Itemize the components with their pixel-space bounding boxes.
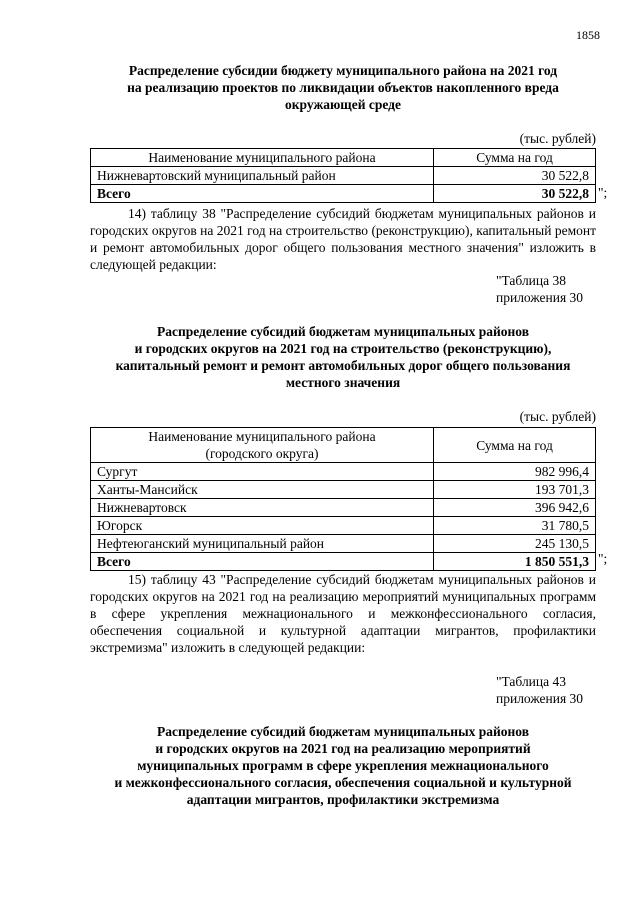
title-line: на реализацию проектов по ликвидации объектов накопленного вреда xyxy=(127,80,559,95)
table-row xyxy=(91,481,596,499)
section1-title xyxy=(90,62,596,113)
table-header-row xyxy=(91,149,596,167)
ref-line: приложения 30 xyxy=(496,691,584,706)
row-value: 193 701,3 xyxy=(434,481,596,499)
table-row xyxy=(91,167,596,185)
column-header-name: Наименование муниципального района xyxy=(91,149,434,167)
subsidy-table-2 xyxy=(90,427,596,571)
column-header-sum: Сумма на год xyxy=(434,149,596,167)
title-line: Распределение субсидий бюджетам муниципальных районов xyxy=(156,724,530,739)
column-header-name xyxy=(91,428,434,463)
section3-title xyxy=(90,723,596,808)
table-row xyxy=(91,499,596,517)
table-reference-38 xyxy=(496,272,606,306)
section2-title xyxy=(90,323,596,391)
row-name: Ханты-Мансийск xyxy=(91,481,434,499)
row-value: 30 522,8 xyxy=(434,167,596,185)
title-line: Распределение субсидий бюджетам муниципальных районов xyxy=(156,324,530,339)
table-reference-43 xyxy=(496,673,606,707)
table-row xyxy=(91,535,596,553)
row-name: Сургут xyxy=(91,463,434,481)
unit-label: (тыс. рублей) xyxy=(519,131,596,146)
header-line: (городского округа) xyxy=(205,446,319,461)
ref-line: "Таблица 38 xyxy=(496,273,566,288)
row-name: Нижневартовск xyxy=(91,499,434,517)
unit-label: (тыс. рублей) xyxy=(519,409,596,424)
title-line: и городских округов на 2021 год на реализацию мероприятий xyxy=(155,741,531,756)
title-line: и межконфессионального согласия, обеспечения социальной и культурной xyxy=(114,775,572,790)
title-line: Распределение субсидии бюджету муниципального района на 2021 год xyxy=(128,63,558,78)
total-value: 30 522,8 xyxy=(434,185,596,203)
ref-line: приложения 30 xyxy=(496,290,584,305)
title-line: адаптации мигрантов, профилактики экстремизма xyxy=(186,792,500,807)
total-value: 1 850 551,3 xyxy=(434,553,596,571)
closing-quote: "; xyxy=(598,185,608,200)
row-name: Нижневартовский муниципальный район xyxy=(91,167,434,185)
closing-quote: "; xyxy=(598,551,608,566)
paragraph-14: 14) таблицу 38 "Распределение субсидий бюджетам муниципальных районов и городских округов на 2021 год на строительство (реконструкцию), капитальный ремонт и ремонт автомобильных дорог общего пользования местного значения" изложить в следующей редакции: xyxy=(90,206,596,272)
table-total-row xyxy=(91,553,596,571)
header-line: Наименование муниципального района xyxy=(148,429,376,444)
table-header-row xyxy=(91,428,596,463)
row-name: Нефтеюганский муниципальный район xyxy=(91,535,434,553)
paragraph-15: 15) таблицу 43 "Распределение субсидий бюджетам муниципальных районов и городских округов на 2021 год на реализацию мероприятий муниципальных программ в сфере укрепления межнационального и межконфессионального согласия, обеспечения социальной и культурной адаптации мигрантов, профилактики экстремизма" изложить в следующей редакции: xyxy=(90,572,596,655)
row-value: 396 942,6 xyxy=(434,499,596,517)
table-row xyxy=(91,463,596,481)
title-line: капитальный ремонт и ремонт автомобильных дорог общего пользования xyxy=(115,358,571,373)
ref-line: "Таблица 43 xyxy=(496,674,566,689)
table-total-row xyxy=(91,185,596,203)
page-number: 1858 xyxy=(576,28,600,42)
total-label: Всего xyxy=(91,185,434,203)
row-value: 982 996,4 xyxy=(434,463,596,481)
column-header-sum: Сумма на год xyxy=(434,428,596,463)
title-line: и городских округов на 2021 год на строительство (реконструкцию), xyxy=(134,341,552,356)
subsidy-table-1 xyxy=(90,148,596,203)
row-value: 31 780,5 xyxy=(434,517,596,535)
title-line: местного значения xyxy=(285,375,401,390)
total-label: Всего xyxy=(91,553,434,571)
table-row xyxy=(91,517,596,535)
row-value: 245 130,5 xyxy=(434,535,596,553)
row-name: Югорск xyxy=(91,517,434,535)
title-line: окружающей среде xyxy=(285,97,401,112)
title-line: муниципальных программ в сфере укрепления межнационального xyxy=(137,758,549,773)
